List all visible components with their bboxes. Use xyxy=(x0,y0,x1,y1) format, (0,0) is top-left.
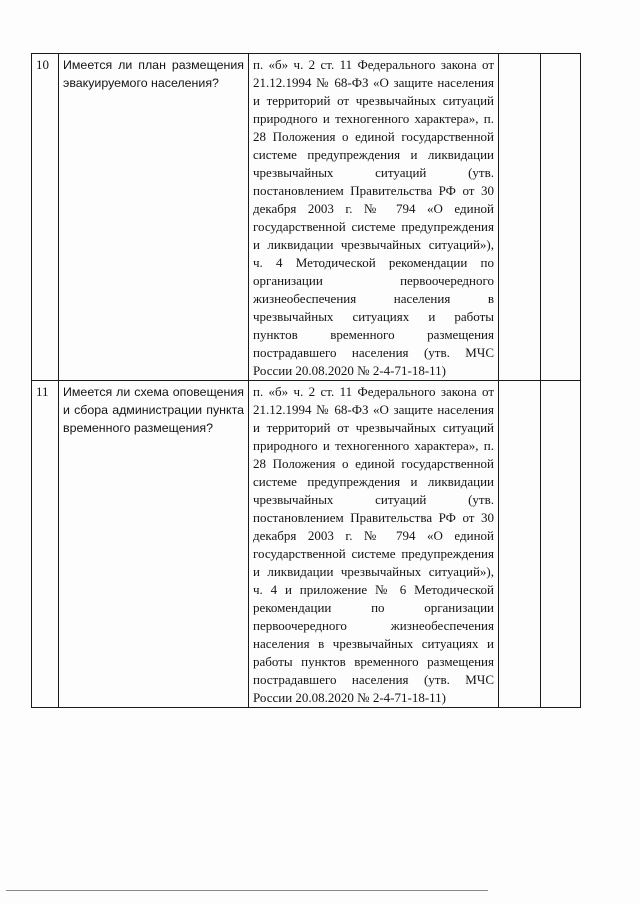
table-row xyxy=(32,54,581,381)
legal-basis-cell: п. «б» ч. 2 ст. 11 Федерального закона от 21.12.1994 № 68-ФЗ «О защите населения и территорий от чрезвычайных ситуаций природного и техногенного характера», п. 28 Положения о единой государственной системе предупреждения и ликвидации чрезвычайных ситуаций (утв. постановлением Правительства РФ от 30 декабря 2003 г. № 794 «О единой государственной системе предупреждения и ликвидации чрезвычайных ситуаций»), ч. 4 Методической рекомендации по организации первоочередного жизнеобеспечения населения в чрезвычайных ситуациях и работы пунктов временного размещения пострадавшего населения (утв. МЧС России 20.08.2020 № 2-4-71-18-11) xyxy=(249,54,499,381)
question-cell: Имеется ли схема оповещения и сбора администрации пункта временного размещения? xyxy=(59,381,249,708)
row-number: 11 xyxy=(32,381,59,708)
note-cell xyxy=(541,54,581,381)
row-number: 10 xyxy=(32,54,59,381)
table-row xyxy=(32,381,581,708)
scan-edge-line xyxy=(6,890,488,891)
answer-cell xyxy=(499,381,541,708)
question-cell: Имеется ли план размещения эвакуируемого населения? xyxy=(59,54,249,381)
note-cell xyxy=(541,381,581,708)
checklist-table xyxy=(31,53,581,708)
legal-basis-cell: п. «б» ч. 2 ст. 11 Федерального закона от 21.12.1994 № 68-ФЗ «О защите населения и территорий от чрезвычайных ситуаций природного и техногенного характера», п. 28 Положения о единой государственной системе предупреждения и ликвидации чрезвычайных ситуаций (утв. постановлением Правительства РФ от 30 декабря 2003 г. № 794 «О единой государственной системе предупреждения и ликвидации чрезвычайных ситуаций»), ч. 4 и приложение № 6 Методической рекомендации по организации первоочередного жизнеобеспечения населения в чрезвычайных ситуациях и работы пунктов временного размещения пострадавшего населения (утв. МЧС России 20.08.2020 № 2-4-71-18-11) xyxy=(249,381,499,708)
answer-cell xyxy=(499,54,541,381)
